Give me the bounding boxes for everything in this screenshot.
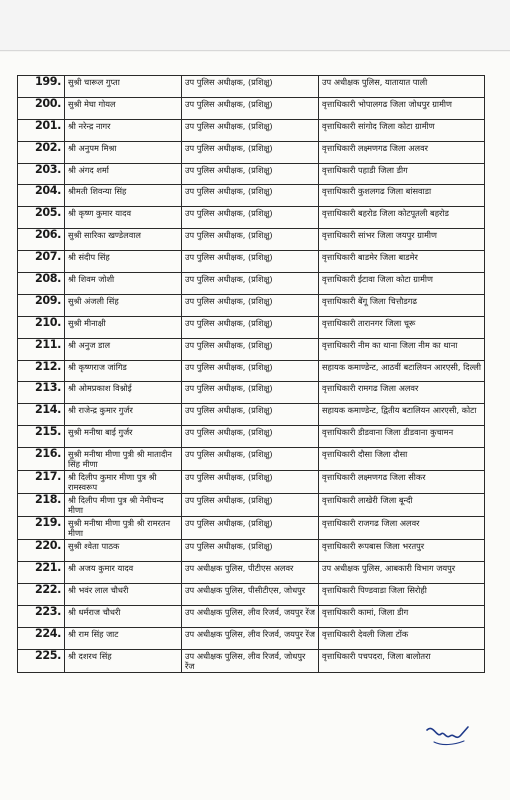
signature-mark [424, 722, 470, 748]
serial-number-cell: 222. [18, 583, 65, 605]
current-post-cell: उप पुलिस अधीक्षक, (प्रशिक्षु) [182, 141, 319, 163]
table-body [18, 76, 485, 673]
officer-name-cell: श्री दशरथ सिंह [65, 649, 182, 672]
serial-number-cell: 225. [18, 649, 65, 672]
current-post-cell: उप पुलिस अधीक्षक, (प्रशिक्षु) [182, 517, 319, 540]
officer-name-cell: सुश्री मनीषा बाई गुर्जर [65, 426, 182, 448]
new-posting-cell: वृत्ताधिकारी डीडवाना जिला डीडवाना कुचामन [319, 426, 485, 448]
officer-name-cell: सुश्री अंजली सिंह [65, 294, 182, 316]
table-row [18, 583, 485, 605]
serial-number-cell: 218. [18, 494, 65, 517]
transfer-list-table [17, 75, 485, 673]
serial-number-cell: 221. [18, 562, 65, 584]
current-post-cell: उप पुलिस अधीक्षक, (प्रशिक्षु) [182, 294, 319, 316]
table-row [18, 76, 485, 98]
current-post-cell: उप पुलिस अधीक्षक, (प्रशिक्षु) [182, 540, 319, 562]
serial-number-cell: 211. [18, 338, 65, 360]
serial-number-cell: 203. [18, 163, 65, 185]
serial-number-cell: 202. [18, 141, 65, 163]
table-row [18, 471, 485, 494]
officer-name-cell: सुश्री सारिका खण्डेलवाल [65, 229, 182, 251]
table-row [18, 605, 485, 627]
serial-number-cell: 224. [18, 627, 65, 649]
table-row [18, 627, 485, 649]
new-posting-cell: वृत्ताधिकारी सांभर जिला जयपुर ग्रामीण [319, 229, 485, 251]
table-row [18, 229, 485, 251]
table-row [18, 404, 485, 426]
current-post-cell: उप पुलिस अधीक्षक, (प्रशिक्षु) [182, 382, 319, 404]
serial-number-cell: 209. [18, 294, 65, 316]
new-posting-cell: वृत्ताधिकारी लक्ष्मणगढ जिला अलवर [319, 141, 485, 163]
new-posting-cell: वृत्ताधिकारी लाखेरी जिला बून्दी [319, 494, 485, 517]
serial-number-cell: 206. [18, 229, 65, 251]
new-posting-cell: वृत्ताधिकारी देवली जिला टोंक [319, 627, 485, 649]
new-posting-cell: वृत्ताधिकारी पहाडी जिला डीग [319, 163, 485, 185]
current-post-cell: उप पुलिस अधीक्षक, (प्रशिक्षु) [182, 360, 319, 382]
serial-number-cell: 199. [18, 76, 65, 98]
officer-name-cell: श्री शिवम जोशी [65, 273, 182, 295]
current-post-cell: उप अधीक्षक पुलिस, पीसीटीएस, जोधपुर [182, 583, 319, 605]
serial-number-cell: 216. [18, 448, 65, 471]
table-row [18, 338, 485, 360]
current-post-cell: उप अधीक्षक पुलिस, लीव रिजर्व, जोधपुर रेंज [182, 649, 319, 672]
officer-name-cell: श्री संदीप सिंह [65, 251, 182, 273]
current-post-cell: उप पुलिस अधीक्षक, (प्रशिक्षु) [182, 404, 319, 426]
current-post-cell: उप पुलिस अधीक्षक, (प्रशिक्षु) [182, 185, 319, 207]
current-post-cell: उप पुलिस अधीक्षक, (प्रशिक्षु) [182, 471, 319, 494]
serial-number-cell: 205. [18, 207, 65, 229]
table-row [18, 540, 485, 562]
officer-name-cell: श्री अंगद शर्मा [65, 163, 182, 185]
officer-name-cell: सुश्री मेघा गोयल [65, 97, 182, 119]
table-row [18, 448, 485, 471]
officer-name-cell: श्री भवंर लाल चौधरी [65, 583, 182, 605]
table-row [18, 426, 485, 448]
officer-name-cell: सुश्री मीनाक्षी [65, 316, 182, 338]
current-post-cell: उप पुलिस अधीक्षक, (प्रशिक्षु) [182, 76, 319, 98]
officer-name-cell: श्री राम सिंह जाट [65, 627, 182, 649]
table-row [18, 360, 485, 382]
current-post-cell: उप पुलिस अधीक्षक, (प्रशिक्षु) [182, 448, 319, 471]
new-posting-cell: वृत्ताधिकारी लक्ष्मणगढ जिला सीकर [319, 471, 485, 494]
officer-name-cell: श्री कृष्णराज जांगिड [65, 360, 182, 382]
serial-number-cell: 217. [18, 471, 65, 494]
current-post-cell: उप अधीक्षक पुलिस, लीव रिजर्व, जयपुर रेंज [182, 627, 319, 649]
table-row [18, 141, 485, 163]
current-post-cell: उप पुलिस अधीक्षक, (प्रशिक्षु) [182, 494, 319, 517]
current-post-cell: उप पुलिस अधीक्षक, (प्रशिक्षु) [182, 273, 319, 295]
serial-number-cell: 215. [18, 426, 65, 448]
new-posting-cell: वृत्ताधिकारी पिण्डवाडा जिला सिरोही [319, 583, 485, 605]
current-post-cell: उप अधीक्षक पुलिस, लीव रिजर्व, जयपुर रेंज [182, 605, 319, 627]
new-posting-cell: वृत्ताधिकारी कुशलगढ जिला बांसवाडा [319, 185, 485, 207]
serial-number-cell: 200. [18, 97, 65, 119]
new-posting-cell: सहायक कमाण्डेन्ट, आठवीं बटालियन आरएसी, दिल्ली [319, 360, 485, 382]
current-post-cell: उप पुलिस अधीक्षक, (प्रशिक्षु) [182, 119, 319, 141]
viewer-top-bar [0, 0, 510, 51]
new-posting-cell: वृत्ताधिकारी राजगढ जिला अलवर [319, 517, 485, 540]
new-posting-cell: वृत्ताधिकारी बहरोड जिला कोटपूतली बहरोड [319, 207, 485, 229]
officer-name-cell: श्रीमती शिवन्या सिंह [65, 185, 182, 207]
officer-name-cell: सुश्री श्वेता पाठक [65, 540, 182, 562]
current-post-cell: उप पुलिस अधीक्षक, (प्रशिक्षु) [182, 229, 319, 251]
current-post-cell: उप पुलिस अधीक्षक, (प्रशिक्षु) [182, 207, 319, 229]
officer-name-cell: श्री नरेन्द्र नागर [65, 119, 182, 141]
serial-number-cell: 219. [18, 517, 65, 540]
table-row [18, 382, 485, 404]
new-posting-cell: वृत्ताधिकारी बेंगू जिला चित्तौडगढ [319, 294, 485, 316]
serial-number-cell: 210. [18, 316, 65, 338]
table-row [18, 649, 485, 672]
new-posting-cell: वृत्ताधिकारी रामगढ जिला अलवर [319, 382, 485, 404]
officer-name-cell: श्री कृष्ण कुमार यादव [65, 207, 182, 229]
new-posting-cell: उप अधीक्षक पुलिस, यातायात पाली [319, 76, 485, 98]
serial-number-cell: 201. [18, 119, 65, 141]
serial-number-cell: 214. [18, 404, 65, 426]
new-posting-cell: वृत्ताधिकारी बाडमेर जिला बाडमेर [319, 251, 485, 273]
new-posting-cell: वृत्ताधिकारी कामां, जिला डीग [319, 605, 485, 627]
table-row [18, 97, 485, 119]
current-post-cell: उप पुलिस अधीक्षक, (प्रशिक्षु) [182, 316, 319, 338]
serial-number-cell: 220. [18, 540, 65, 562]
new-posting-cell: वृत्ताधिकारी भोपालगढ जिला जोधपुर ग्रामीण [319, 97, 485, 119]
serial-number-cell: 207. [18, 251, 65, 273]
table-row [18, 163, 485, 185]
current-post-cell: उप पुलिस अधीक्षक, (प्रशिक्षु) [182, 97, 319, 119]
new-posting-cell: वृत्ताधिकारी नीम का थाना जिला नीम का थाना [319, 338, 485, 360]
officer-name-cell: श्री धर्मराज चौधरी [65, 605, 182, 627]
serial-number-cell: 204. [18, 185, 65, 207]
officer-name-cell: श्री अनुज डाल [65, 338, 182, 360]
current-post-cell: उप पुलिस अधीक्षक, (प्रशिक्षु) [182, 426, 319, 448]
officer-name-cell: श्री दिलीप मीणा पुत्र श्री नेमीचन्द मीणा [65, 494, 182, 517]
new-posting-cell: वृत्ताधिकारी सांगोद जिला कोटा ग्रामीण [319, 119, 485, 141]
officer-name-cell: श्री दिलीप कुमार मीणा पुत्र श्री रामस्वरूप [65, 471, 182, 494]
new-posting-cell: वृत्ताधिकारी रूपबास जिला भरतपुर [319, 540, 485, 562]
current-post-cell: उप पुलिस अधीक्षक, (प्रशिक्षु) [182, 251, 319, 273]
current-post-cell: उप पुलिस अधीक्षक, (प्रशिक्षु) [182, 163, 319, 185]
serial-number-cell: 223. [18, 605, 65, 627]
officer-name-cell: सुश्री चारूल गुप्ता [65, 76, 182, 98]
table-row [18, 207, 485, 229]
new-posting-cell: वृत्ताधिकारी दौसा जिला दौसा [319, 448, 485, 471]
table-row [18, 119, 485, 141]
serial-number-cell: 208. [18, 273, 65, 295]
table-row [18, 494, 485, 517]
table-row [18, 562, 485, 584]
officer-name-cell: श्री अजय कुमार यादव [65, 562, 182, 584]
new-posting-cell: उप अधीक्षक पुलिस, आबकारी विभाग जयपुर [319, 562, 485, 584]
new-posting-cell: सहायक कमाण्डेन्ट, द्वितीय बटालियन आरएसी, कोटा [319, 404, 485, 426]
officer-name-cell: श्री राजेन्द्र कुमार गुर्जर [65, 404, 182, 426]
table-row [18, 273, 485, 295]
officer-name-cell: सुश्री मनीषा मीणा पुत्री श्री रामरतन मीणा [65, 517, 182, 540]
current-post-cell: उप पुलिस अधीक्षक, (प्रशिक्षु) [182, 338, 319, 360]
new-posting-cell: वृत्ताधिकारी तारानगर जिला चूरू [319, 316, 485, 338]
officer-name-cell: सुश्री मनीषा मीणा पुत्री श्री मातादीन सिंह मीणा [65, 448, 182, 471]
table-row [18, 185, 485, 207]
new-posting-cell: वृत्ताधिकारी ईटावा जिला कोटा ग्रामीण [319, 273, 485, 295]
serial-number-cell: 213. [18, 382, 65, 404]
table-row [18, 251, 485, 273]
table-row [18, 294, 485, 316]
new-posting-cell: वृत्ताधिकारी पचपदरा, जिला बालोतरा [319, 649, 485, 672]
officer-name-cell: श्री ओमप्रकाश विश्नोई [65, 382, 182, 404]
table-row [18, 517, 485, 540]
current-post-cell: उप अधीक्षक पुलिस, पीटीएस अलवर [182, 562, 319, 584]
serial-number-cell: 212. [18, 360, 65, 382]
table-row [18, 316, 485, 338]
officer-name-cell: श्री अनुपम मिश्रा [65, 141, 182, 163]
